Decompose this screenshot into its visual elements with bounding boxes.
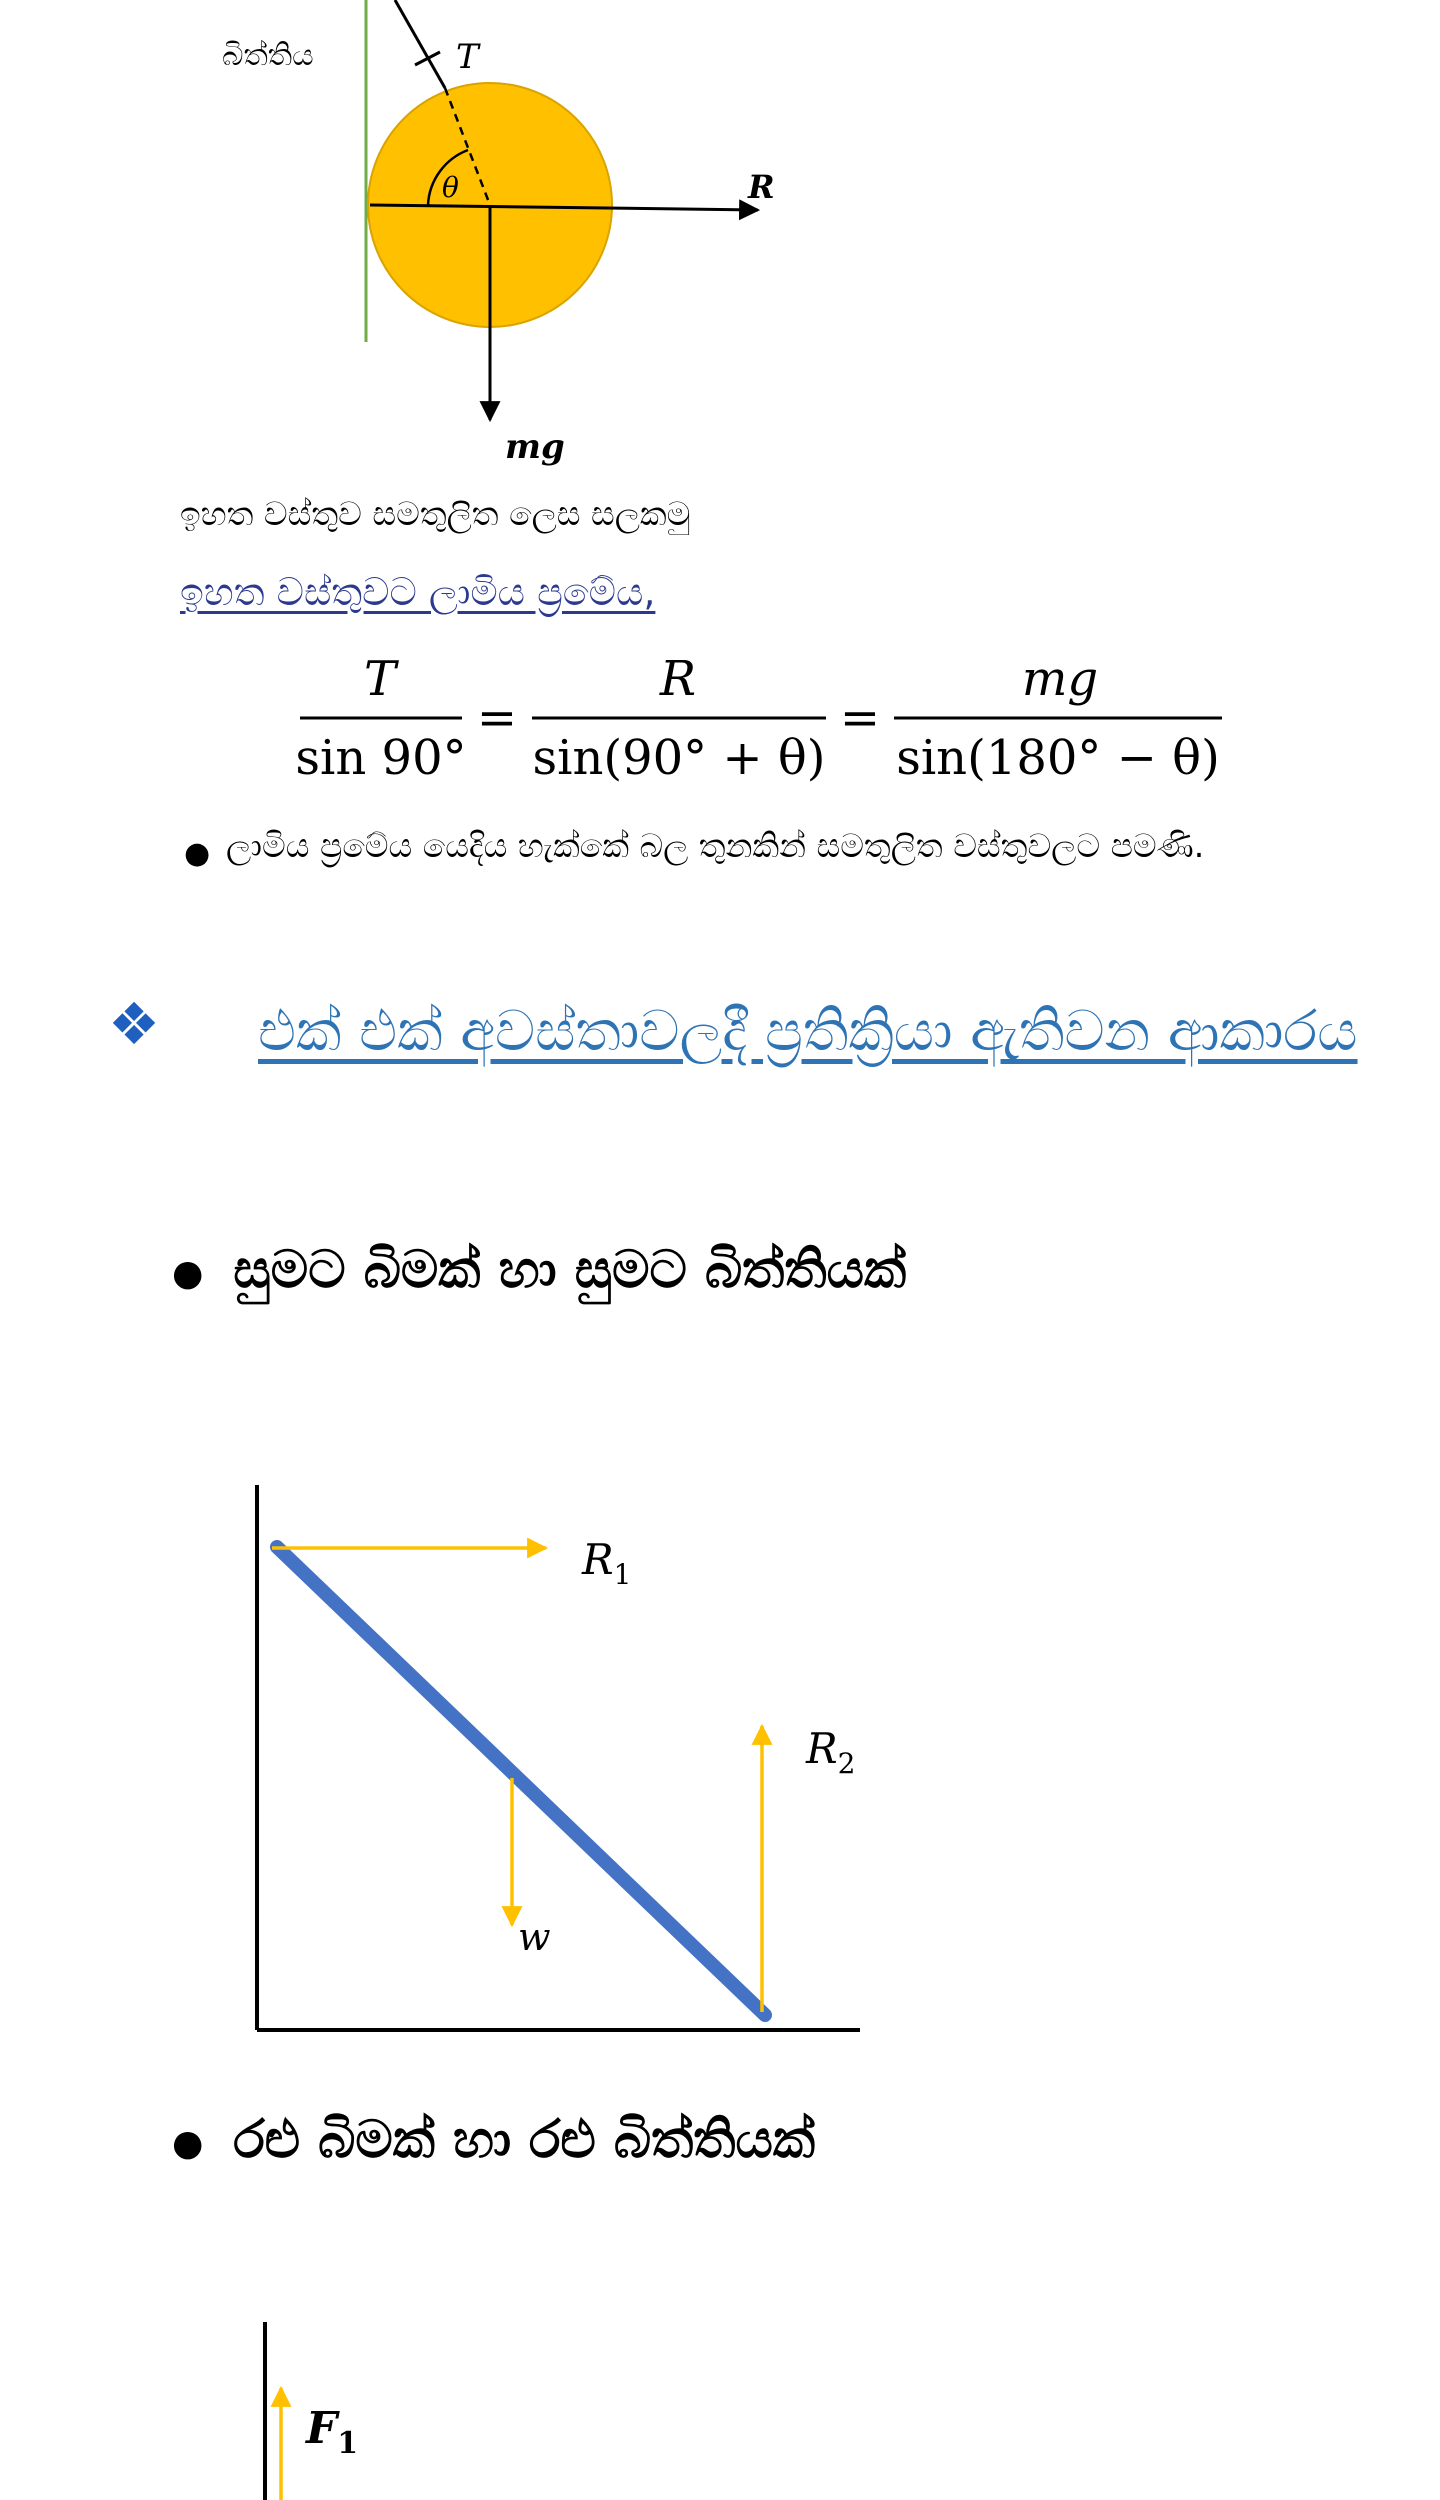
eq-num-2: R: [659, 651, 697, 707]
case1-bullet: ●: [172, 1252, 204, 1294]
eq-num-3: mg: [1021, 651, 1099, 707]
r1-subscript: 1: [613, 1558, 632, 1591]
case2-heading-text: රළු බිමක් හා රළු බිත්තියක්: [233, 2110, 816, 2170]
r2-subscript: 2: [837, 1747, 856, 1780]
eq-den-2: sin(90° + θ): [532, 730, 826, 786]
case1-heading-text: සුමට බිමක් හා සුමට බිත්තියක්: [233, 1240, 907, 1300]
wall-label: බිත්තිය: [222, 38, 314, 73]
reaction-label: R: [748, 168, 775, 206]
lami-theorem-title: ඉහත වස්තුවට ලාමිය ප්‍රමේය,: [180, 570, 656, 614]
case2-bullet: ●: [172, 2122, 204, 2164]
angle-label: θ: [442, 171, 459, 204]
diamond-bullet-icon: ❖: [108, 990, 160, 1058]
w-label: w: [518, 1915, 551, 1959]
eq-equals-1: =: [476, 690, 518, 746]
bullet-dot: ●: [184, 836, 211, 871]
r2-label: $R_2$: [806, 1724, 856, 1780]
tension-label: T: [456, 37, 479, 77]
lami-condition-text: ලාමිය ප්‍රමේය යෙදිය හැක්කේ බල තුනකින් සමතුලිත වස්තුවලට පමණි.: [226, 826, 1205, 865]
f1-subscript: 1: [337, 2426, 359, 2461]
r1-label: $R_1$: [582, 1535, 632, 1591]
intro-text: ඉහත වස්තුව සමතුලිත ලෙස සලකමු: [180, 494, 691, 533]
section-title: එක් එක් අවස්තාවලදී ප්‍රතික්‍රියා ඇතිවන ආකාරය: [258, 999, 1358, 1064]
eq-num-1: T: [363, 651, 397, 707]
f1-label: $F_1$: [306, 2403, 359, 2461]
eq-equals-2: =: [839, 690, 881, 746]
weight-label: mg: [505, 427, 565, 467]
eq-den-1: sin 90°: [295, 730, 467, 786]
eq-den-3: sin(180° − θ): [896, 730, 1220, 786]
